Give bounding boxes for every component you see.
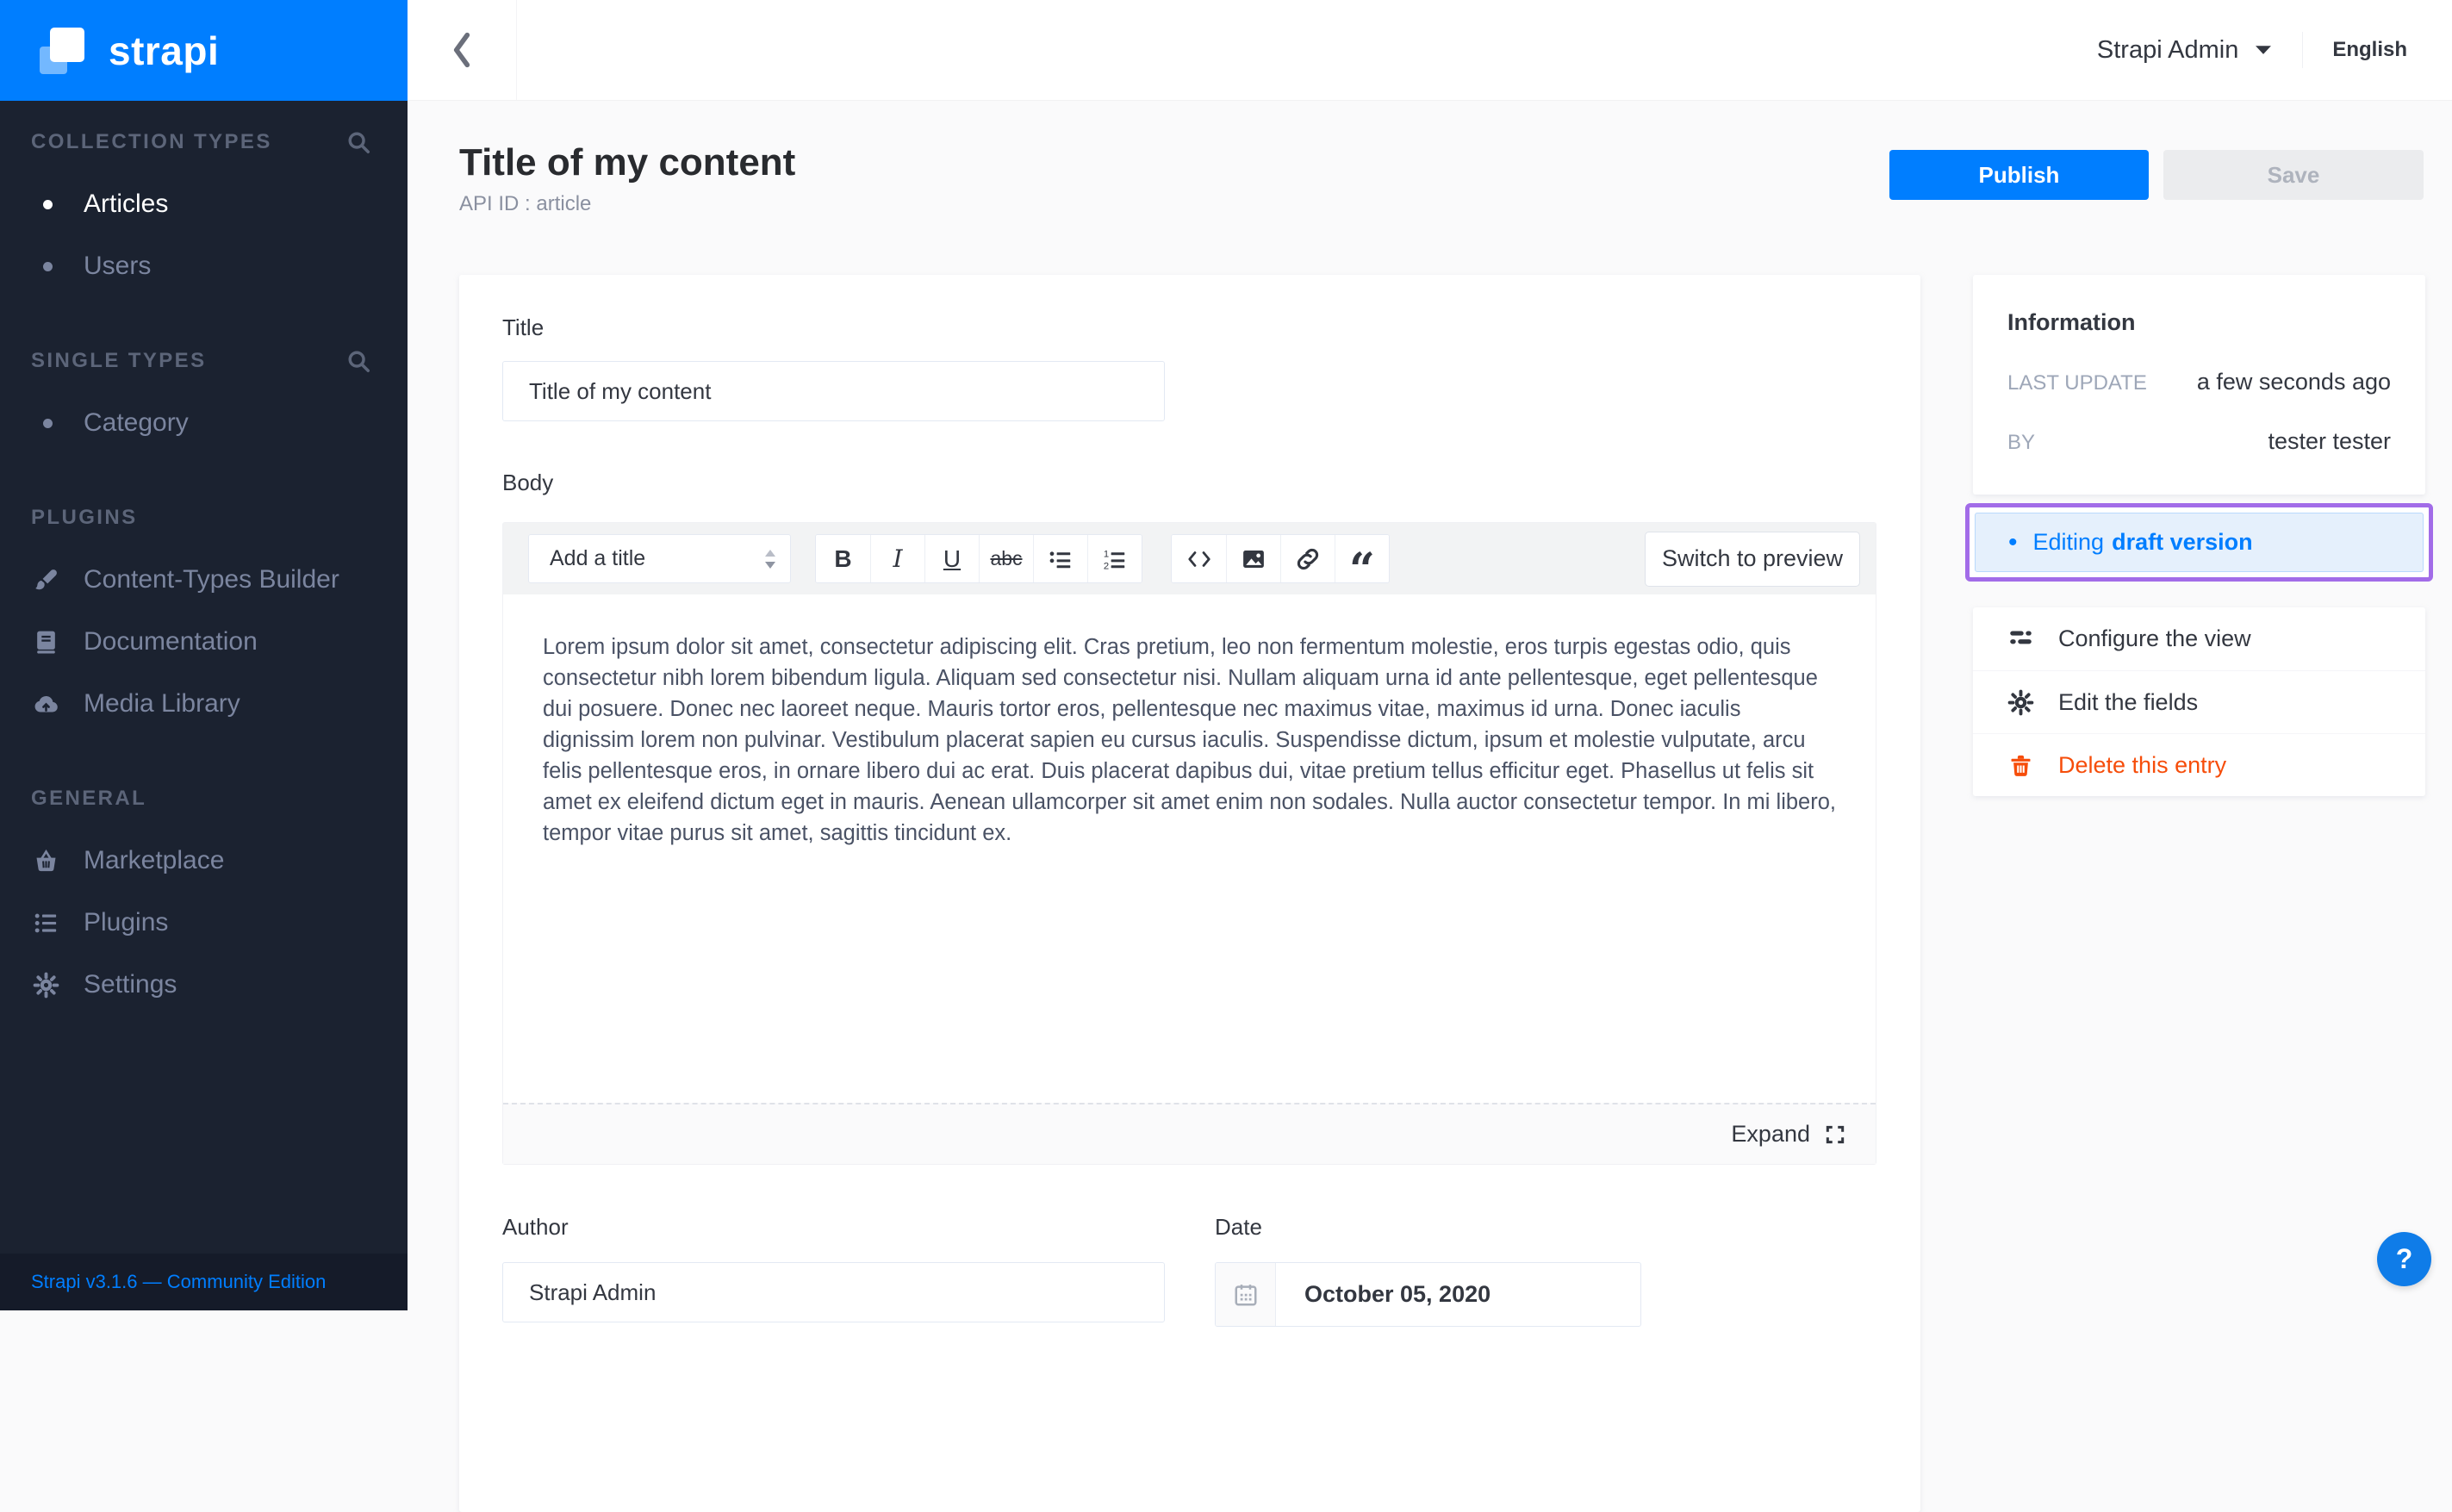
sidebar-item-marketplace[interactable] — [0, 830, 408, 892]
section-header-plugins — [0, 487, 408, 549]
draft-version-highlight-outline — [1965, 503, 2433, 582]
numbered-list-icon — [1102, 546, 1128, 572]
edit-form-card — [459, 275, 1920, 1512]
section-label: PLUGINS — [31, 506, 138, 529]
search-icon[interactable] — [345, 129, 371, 155]
editor-toolbar — [503, 523, 1876, 594]
paintbrush-icon — [33, 567, 59, 594]
info-value: tester tester — [2268, 428, 2391, 454]
entry-actions-card — [1973, 607, 2425, 796]
expand-icon[interactable] — [1824, 1123, 1846, 1146]
bullet-icon — [43, 419, 53, 428]
italic-button[interactable]: I — [870, 535, 924, 582]
right-panel — [1973, 275, 2425, 796]
insert-button-group — [1171, 534, 1390, 583]
language-selector[interactable]: English — [2332, 38, 2407, 61]
rich-text-editor — [502, 522, 1876, 1165]
section-general — [0, 768, 408, 1016]
info-row-last-update — [2007, 369, 2391, 395]
sidebar-item-label: Plugins — [84, 908, 169, 936]
info-value: a few seconds ago — [2196, 369, 2391, 395]
cloud-upload-icon — [33, 691, 59, 718]
sidebar-item-label: Users — [84, 252, 152, 280]
sidebar-item-label: Content-Types Builder — [84, 565, 339, 594]
editor-content-area[interactable] — [503, 594, 1876, 1103]
trash-icon — [2007, 752, 2034, 779]
date-input[interactable] — [1215, 1262, 1641, 1327]
section-plugins — [0, 487, 408, 735]
section-collection-types — [0, 111, 408, 297]
author-field-label: Author — [502, 1214, 569, 1240]
strapi-logo-text: strapi — [109, 28, 220, 73]
body-field-label: Body — [502, 470, 554, 495]
code-icon — [1186, 546, 1212, 572]
gear-icon — [2007, 689, 2034, 716]
chevron-left-icon — [451, 31, 473, 69]
page-title: Title of my content — [459, 141, 796, 184]
draft-version-label: draft version — [2112, 529, 2253, 555]
title-input[interactable]: Title of my content — [502, 361, 1165, 421]
delete-entry-link[interactable] — [1973, 733, 2425, 796]
body-text: Lorem ipsum dolor sit amet, consectetur adipiscing elit. Cras pretium, leo non fermentum molestie, eros turpis egestas odio, quis consectetur nibh lorem bibendum ligula. Aliquam sed consectetur nisi. Nullam aliquam urna id ante pellentesque, eget pellentesque dui posuere. Donec nec laoreet neque. Mauris tortor eros, pellentesque nec maximus vitae, maximus id urna. Donec iaculis dignissim lorem non pulvinar. Vestibulum placerat sapien eu cursus iaculis. Suspendisse dictum, ipsum et molestie vulputate, arcu felis pellentesque eros, in ornare libero dui ac erat. Duis placerat dapibus dui, vitae pretium tellus efficitur eget. Phasellus ut felis sit amet ex eleifend dictum eget in mauris. Aenean ullamcorper sit amet enim non sodales. Nulla auctor consectetur tempor. In mi libero, tempor vitae purus sit amet, sagittis tincidunt ex. — [543, 635, 1837, 845]
sidebar-item-label: Settings — [84, 970, 177, 999]
section-label: GENERAL — [31, 787, 147, 810]
sidebar-item-users[interactable] — [0, 235, 408, 297]
image-icon — [1241, 546, 1266, 572]
date-value: October 05, 2020 — [1304, 1281, 1491, 1307]
list-icon — [33, 910, 59, 936]
section-header-single-types — [0, 330, 408, 392]
topbar-right — [2097, 32, 2452, 68]
sidebar-item-settings[interactable] — [0, 954, 408, 1016]
page-subtitle: API ID : article — [459, 192, 592, 215]
code-button[interactable] — [1172, 535, 1226, 582]
section-label: COLLECTION TYPES — [31, 130, 272, 153]
configure-view-link[interactable] — [1973, 607, 2425, 670]
sidebar-item-documentation[interactable] — [0, 611, 408, 673]
sidebar-item-content-types-builder[interactable] — [0, 549, 408, 611]
information-card — [1973, 275, 2425, 495]
date-prefix — [1216, 1263, 1276, 1326]
editing-draft-version-banner[interactable] — [1975, 513, 2424, 572]
sliders-icon — [2007, 625, 2034, 652]
format-button-group — [815, 534, 1142, 583]
sidebar-footer — [0, 1254, 408, 1310]
heading-select[interactable] — [528, 534, 791, 583]
sidebar-nav — [0, 101, 408, 1016]
calendar-icon — [1233, 1282, 1259, 1308]
draft-bullet-icon: • — [2008, 527, 2018, 557]
link-button[interactable] — [1280, 535, 1335, 582]
edit-fields-link[interactable] — [1973, 670, 2425, 733]
sidebar-item-label: Category — [84, 408, 189, 437]
heading-select-value: Add a title — [550, 546, 646, 570]
topbar — [408, 0, 2452, 101]
sidebar-item-label: Documentation — [84, 627, 258, 656]
image-button[interactable] — [1226, 535, 1280, 582]
link-label: Configure the view — [2058, 625, 2251, 651]
sidebar-item-category[interactable] — [0, 392, 408, 454]
author-input[interactable]: Strapi Admin — [502, 1262, 1165, 1322]
section-header-collection-types — [0, 111, 408, 173]
link-label: Delete this entry — [2058, 751, 2227, 778]
editor-footer — [503, 1103, 1876, 1164]
section-header-general — [0, 768, 408, 830]
page-header — [459, 140, 795, 216]
strapi-logo[interactable] — [0, 0, 408, 101]
select-arrows-icon — [764, 550, 776, 569]
link-icon — [1295, 546, 1321, 572]
bold-button[interactable]: B — [816, 535, 870, 582]
save-button[interactable]: Save — [2163, 150, 2424, 200]
info-row-by — [2007, 428, 2391, 455]
book-icon — [33, 629, 59, 656]
topbar-divider — [2302, 32, 2303, 68]
date-field-label: Date — [1215, 1214, 1262, 1240]
sidebar-item-label: Articles — [84, 190, 169, 218]
gear-icon — [33, 972, 59, 999]
information-title: Information — [2007, 309, 2136, 335]
search-icon[interactable] — [345, 348, 371, 374]
help-button[interactable] — [2377, 1232, 2431, 1286]
blockquote-button[interactable] — [1335, 535, 1389, 582]
sidebar — [0, 0, 408, 1310]
title-field-label: Title — [502, 314, 545, 340]
section-single-types — [0, 330, 408, 454]
back-button[interactable] — [408, 0, 517, 100]
strapi-logo-icon — [36, 26, 86, 76]
user-name: Strapi Admin — [2096, 35, 2239, 64]
numbered-list-button[interactable] — [1087, 535, 1142, 582]
switch-to-preview-button[interactable]: Switch to preview — [1645, 532, 1860, 587]
sidebar-item-plugins[interactable] — [0, 892, 408, 954]
bullet-icon — [43, 200, 53, 209]
page-actions — [1889, 150, 2424, 200]
info-key: BY — [2007, 431, 2036, 454]
bullet-list-button[interactable] — [1033, 535, 1087, 582]
quote-icon: “ — [1349, 543, 1375, 583]
underline-button[interactable]: U — [924, 535, 979, 582]
draft-prefix: Editing — [2032, 529, 2105, 555]
svg-text:1: 1 — [1103, 549, 1110, 559]
bullet-icon — [43, 262, 53, 271]
link-label: Edit the fields — [2058, 688, 2199, 715]
sidebar-item-media-library[interactable] — [0, 673, 408, 735]
publish-button[interactable]: Publish — [1889, 150, 2149, 200]
sidebar-item-label: Media Library — [84, 689, 240, 718]
sidebar-item-articles[interactable] — [0, 173, 408, 235]
main-content — [408, 101, 2452, 1310]
strikethrough-button[interactable]: abc — [979, 535, 1033, 582]
version-link[interactable]: Strapi v3.1.6 — Community Edition — [31, 1271, 327, 1292]
basket-icon — [33, 848, 59, 874]
caret-down-icon — [2254, 44, 2273, 56]
svg-text:2: 2 — [1103, 560, 1110, 571]
user-menu[interactable] — [2097, 36, 2273, 65]
bullet-list-icon — [1048, 546, 1074, 572]
section-label: SINGLE TYPES — [31, 349, 207, 372]
expand-button[interactable]: Expand — [1731, 1121, 1810, 1147]
sidebar-item-label: Marketplace — [84, 846, 225, 874]
question-mark-icon: ? — [2395, 1243, 2413, 1274]
info-key: LAST UPDATE — [2007, 371, 2147, 395]
